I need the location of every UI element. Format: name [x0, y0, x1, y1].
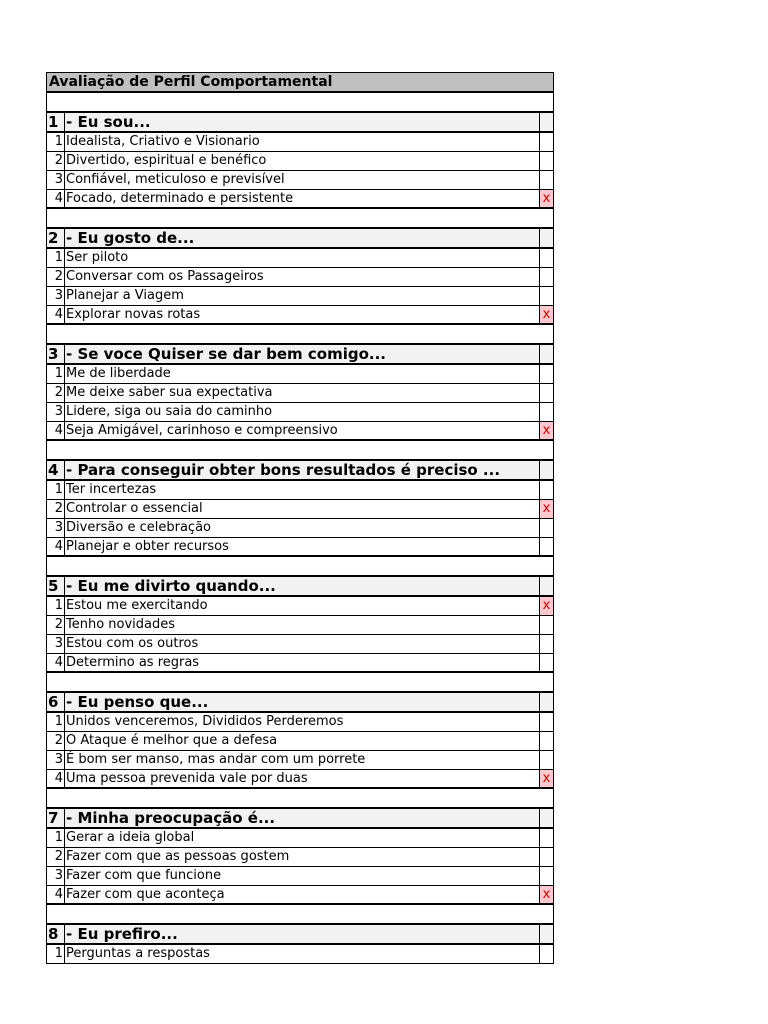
answer-row	[46, 713, 554, 732]
answer-number: 3	[47, 867, 65, 885]
answer-number: 2	[47, 384, 65, 402]
spreadsheet	[46, 72, 554, 964]
answer-text: Perguntas a respostas	[66, 946, 210, 961]
question-mark-cell	[539, 809, 553, 827]
spacer-row	[46, 905, 554, 925]
answer-row	[46, 481, 554, 500]
answer-number: 2	[47, 848, 65, 866]
question-mark-cell	[539, 345, 553, 363]
answer-text: Uma pessoa prevenida vale por duas	[66, 771, 308, 786]
answer-number: 1	[47, 249, 65, 267]
spacer-row	[46, 789, 554, 809]
answer-row	[46, 133, 554, 152]
question-header-row	[46, 809, 554, 829]
answer-text: Lidere, siga ou saia do caminho	[66, 404, 273, 419]
question-text: - Eu sou...	[66, 113, 151, 131]
answer-row	[46, 751, 554, 770]
answer-mark-cell[interactable]: x	[539, 500, 553, 518]
answer-mark-cell[interactable]	[539, 654, 553, 671]
answer-text: Focado, determinado e persistente	[66, 191, 294, 206]
answer-mark-cell[interactable]	[539, 867, 553, 885]
spacer-row	[46, 673, 554, 693]
answer-row	[46, 770, 554, 789]
question-text: - Eu penso que...	[66, 693, 209, 711]
answer-text: Fazer com que as pessoas gostem	[66, 849, 290, 864]
answer-row	[46, 190, 554, 209]
answer-number: 2	[47, 616, 65, 634]
answer-number: 3	[47, 403, 65, 421]
answer-number: 1	[47, 481, 65, 499]
answer-text: Explorar novas rotas	[66, 307, 201, 322]
question-header-row	[46, 113, 554, 133]
answer-text: Seja Amigável, carinhoso e compreensivo	[66, 423, 338, 438]
answer-mark-cell[interactable]	[539, 171, 553, 189]
answer-mark-cell[interactable]	[539, 268, 553, 286]
answer-text: Conversar com os Passageiros	[66, 269, 264, 284]
answer-text: Fazer com que funcione	[66, 868, 222, 883]
question-number: 5	[47, 577, 65, 595]
answer-mark-cell[interactable]	[539, 848, 553, 866]
answer-number: 3	[47, 635, 65, 653]
question-number: 2	[47, 229, 65, 247]
answer-row	[46, 519, 554, 538]
answer-mark-cell[interactable]	[539, 616, 553, 634]
answer-number: 1	[47, 713, 65, 731]
sheet-title-row	[46, 72, 554, 93]
question-text: - Para conseguir obter bons resultados é preciso ...	[66, 461, 501, 479]
answer-mark-cell[interactable]	[539, 287, 553, 305]
answer-number: 2	[47, 268, 65, 286]
answer-row	[46, 848, 554, 867]
answer-row	[46, 306, 554, 325]
spacer-row	[46, 441, 554, 461]
answer-row	[46, 597, 554, 616]
spacer-row	[46, 557, 554, 577]
answer-number: 2	[47, 732, 65, 750]
question-header-row	[46, 461, 554, 481]
answer-mark-cell[interactable]	[539, 635, 553, 653]
answer-row	[46, 287, 554, 306]
question-header-row	[46, 229, 554, 249]
answer-text: O Ataque é melhor que a defesa	[66, 733, 278, 748]
answer-text: Me de liberdade	[66, 366, 171, 381]
question-text: - Minha preocupação é...	[66, 809, 276, 827]
answer-row	[46, 384, 554, 403]
answer-number: 4	[47, 886, 65, 903]
question-text: - Se voce Quiser se dar bem comigo...	[66, 345, 386, 363]
answer-number: 4	[47, 654, 65, 671]
answer-row	[46, 249, 554, 268]
answer-mark-cell[interactable]	[539, 829, 553, 847]
question-mark-cell	[539, 693, 553, 711]
answer-row	[46, 500, 554, 519]
answer-text: Diversão e celebração	[66, 520, 211, 535]
answer-row	[46, 732, 554, 751]
answer-mark-cell[interactable]	[539, 249, 553, 267]
answer-number: 3	[47, 751, 65, 769]
answer-number: 1	[47, 597, 65, 615]
answer-text: Tenho novidades	[66, 617, 176, 632]
answer-number: 4	[47, 306, 65, 323]
answer-mark-cell[interactable]	[539, 384, 553, 402]
answer-text: Confiável, meticuloso e previsível	[66, 172, 285, 187]
sheet-title: Avaliação de Perfil Comportamental	[49, 74, 333, 90]
answer-row	[46, 152, 554, 171]
answer-number: 2	[47, 500, 65, 518]
question-number: 4	[47, 461, 65, 479]
answer-mark-cell[interactable]	[539, 751, 553, 769]
answer-text: Determino as regras	[66, 655, 200, 670]
question-header-row	[46, 577, 554, 597]
spacer-row	[46, 93, 554, 113]
answer-text: Estou com os outros	[66, 636, 199, 651]
question-number: 3	[47, 345, 65, 363]
answer-text: Estou me exercitando	[66, 598, 208, 613]
answer-text: Me deixe saber sua expectativa	[66, 385, 273, 400]
answer-text: Planejar e obter recursos	[66, 539, 229, 554]
answer-row	[46, 654, 554, 673]
answer-mark-cell[interactable]	[539, 152, 553, 170]
answer-number: 2	[47, 152, 65, 170]
answer-row	[46, 365, 554, 384]
answer-mark-cell[interactable]: x	[539, 770, 553, 787]
answer-mark-cell[interactable]	[539, 713, 553, 731]
answer-row	[46, 403, 554, 422]
question-number: 7	[47, 809, 65, 827]
question-mark-cell	[539, 229, 553, 247]
question-header-row	[46, 693, 554, 713]
answer-text: Fazer com que aconteça	[66, 887, 225, 902]
question-mark-cell	[539, 577, 553, 595]
answer-number: 1	[47, 365, 65, 383]
spacer-row	[46, 325, 554, 345]
answer-row	[46, 945, 554, 964]
question-text: - Eu me divirto quando...	[66, 577, 276, 595]
questions-container	[46, 93, 554, 964]
answer-text: Planejar a Viagem	[66, 288, 184, 303]
answer-row	[46, 422, 554, 441]
question-header-row	[46, 925, 554, 945]
answer-number: 1	[47, 133, 65, 151]
answer-mark-cell[interactable]	[539, 481, 553, 499]
question-mark-cell	[539, 461, 553, 479]
question-header-row	[46, 345, 554, 365]
answer-text: Controlar o essencial	[66, 501, 203, 516]
answer-row	[46, 886, 554, 905]
answer-number: 1	[47, 945, 65, 963]
answer-mark-cell[interactable]: x	[539, 597, 553, 615]
answer-number: 4	[47, 538, 65, 555]
answer-row	[46, 829, 554, 848]
answer-text: Unidos venceremos, Divididos Perderemos	[66, 714, 344, 729]
answer-row	[46, 616, 554, 635]
answer-row	[46, 268, 554, 287]
answer-number: 3	[47, 171, 65, 189]
question-text: - Eu prefiro...	[66, 925, 178, 943]
answer-text: Gerar a ideia global	[66, 830, 195, 845]
answer-mark-cell[interactable]: x	[539, 190, 553, 207]
answer-mark-cell[interactable]	[539, 133, 553, 151]
answer-number: 3	[47, 287, 65, 305]
question-text: - Eu gosto de...	[66, 229, 195, 247]
answer-mark-cell[interactable]: x	[539, 306, 553, 323]
answer-number: 3	[47, 519, 65, 537]
answer-number: 4	[47, 770, 65, 787]
answer-row	[46, 635, 554, 654]
answer-text: Ter incertezas	[66, 482, 157, 497]
answer-mark-cell[interactable]: x	[539, 886, 553, 903]
answer-mark-cell[interactable]: x	[539, 422, 553, 439]
answer-row	[46, 171, 554, 190]
answer-mark-cell[interactable]	[539, 403, 553, 421]
answer-number: 1	[47, 829, 65, 847]
question-number: 8	[47, 925, 65, 943]
answer-mark-cell[interactable]	[539, 732, 553, 750]
answer-mark-cell[interactable]	[539, 945, 553, 963]
question-mark-cell	[539, 925, 553, 943]
answer-text: É bom ser manso, mas andar com um porrete	[66, 752, 366, 767]
question-mark-cell	[539, 113, 553, 131]
answer-text: Ser piloto	[66, 250, 129, 265]
question-number: 1	[47, 113, 65, 131]
answer-text: Idealista, Criativo e Visionario	[66, 134, 260, 149]
answer-number: 4	[47, 422, 65, 439]
answer-mark-cell[interactable]	[539, 365, 553, 383]
answer-mark-cell[interactable]	[539, 538, 553, 555]
answer-row	[46, 538, 554, 557]
answer-row	[46, 867, 554, 886]
answer-text: Divertido, espiritual e benéfico	[66, 153, 267, 168]
question-number: 6	[47, 693, 65, 711]
answer-mark-cell[interactable]	[539, 519, 553, 537]
answer-number: 4	[47, 190, 65, 207]
spacer-row	[46, 209, 554, 229]
